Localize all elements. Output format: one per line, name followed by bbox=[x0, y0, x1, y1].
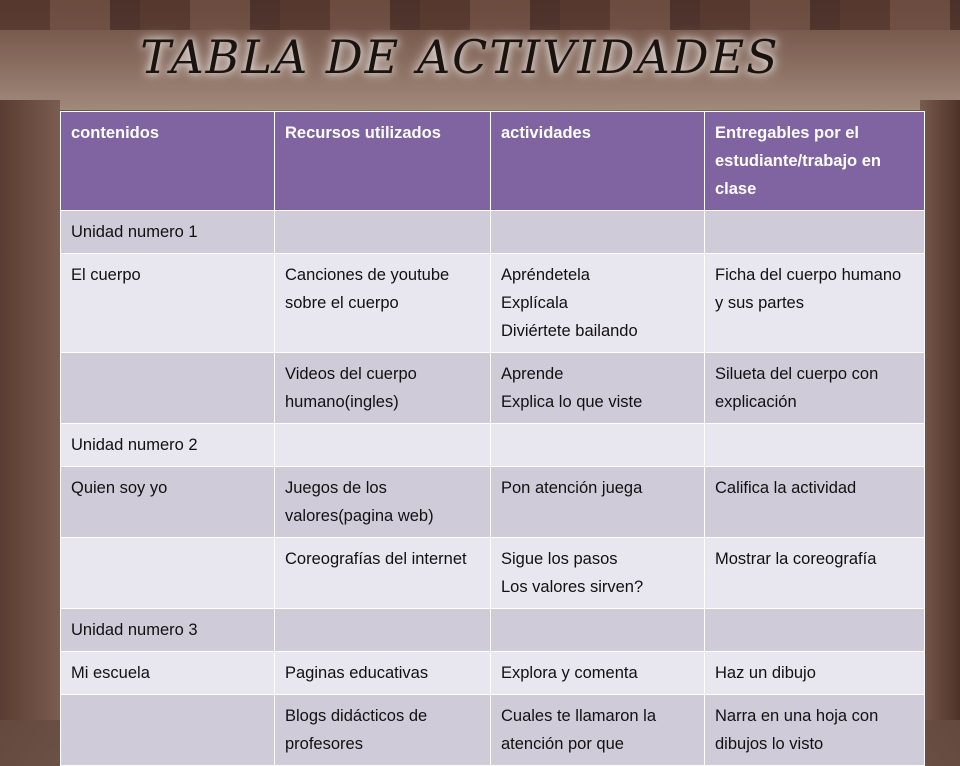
cell-text: Paginas educativas bbox=[285, 664, 429, 682]
header-actividades: actividades bbox=[491, 112, 705, 211]
cell-text: Narra en una hoja con dibujos lo visto bbox=[715, 707, 879, 753]
cell-actividades bbox=[491, 652, 705, 695]
cell-text: Mostrar la coreografía bbox=[715, 550, 877, 568]
cell-actividades bbox=[491, 424, 705, 467]
cell-actividades bbox=[491, 467, 705, 538]
background-right bbox=[920, 100, 960, 720]
cell-contenidos bbox=[61, 652, 275, 695]
header-row bbox=[61, 112, 925, 211]
cell-actividades bbox=[491, 353, 705, 424]
cell-text: Silueta del cuerpo con explicación bbox=[715, 365, 879, 411]
cell-text: Explícala bbox=[501, 294, 568, 312]
cell-text: Cuales te llamaron la atención por que bbox=[501, 707, 656, 753]
cell-entregables bbox=[705, 424, 925, 467]
cell-entregables bbox=[705, 254, 925, 353]
cell-contenidos bbox=[61, 695, 275, 766]
cell-text: Coreografías del internet bbox=[285, 550, 467, 568]
cell-text: Unidad numero 3 bbox=[71, 621, 198, 639]
cell-contenidos bbox=[61, 254, 275, 353]
cell-actividades bbox=[491, 609, 705, 652]
activities-table bbox=[60, 111, 925, 766]
header-contenidos: contenidos bbox=[61, 112, 275, 211]
table-row bbox=[61, 353, 925, 424]
cell-contenidos bbox=[61, 211, 275, 254]
cell-text: Haz un dibujo bbox=[715, 664, 816, 682]
cell-text: El cuerpo bbox=[71, 266, 141, 284]
cell-text: Canciones de youtube sobre el cuerpo bbox=[285, 266, 450, 312]
table-row bbox=[61, 254, 925, 353]
cell-text: Mi escuela bbox=[71, 664, 150, 682]
cell-recursos bbox=[275, 353, 491, 424]
cell-actividades bbox=[491, 538, 705, 609]
cell-recursos bbox=[275, 467, 491, 538]
cell-text: Aprende bbox=[501, 365, 564, 383]
cell-text: Videos del cuerpo humano(ingles) bbox=[285, 365, 417, 411]
cell-contenidos bbox=[61, 467, 275, 538]
cell-text: Los valores sirven? bbox=[501, 578, 644, 596]
cell-actividades bbox=[491, 211, 705, 254]
cell-recursos bbox=[275, 211, 491, 254]
table-row bbox=[61, 211, 925, 254]
cell-text: Diviértete bailando bbox=[501, 322, 638, 340]
cell-recursos bbox=[275, 695, 491, 766]
cell-recursos bbox=[275, 254, 491, 353]
cell-text: Quien soy yo bbox=[71, 479, 168, 497]
cell-contenidos bbox=[61, 424, 275, 467]
cell-recursos bbox=[275, 538, 491, 609]
background-left bbox=[0, 100, 60, 720]
cell-text: Unidad numero 1 bbox=[71, 223, 198, 241]
cell-text: Sigue los pasos bbox=[501, 550, 618, 568]
cell-recursos bbox=[275, 652, 491, 695]
cell-entregables bbox=[705, 467, 925, 538]
table-row bbox=[61, 695, 925, 766]
cell-text: Explora y comenta bbox=[501, 664, 638, 682]
cell-entregables bbox=[705, 538, 925, 609]
table-row bbox=[61, 652, 925, 695]
cell-text: Pon atención juega bbox=[501, 479, 643, 497]
cell-text: Apréndetela bbox=[501, 266, 590, 284]
cell-text: Juegos de los valores(pagina web) bbox=[285, 479, 434, 525]
table-row bbox=[61, 467, 925, 538]
cell-entregables bbox=[705, 609, 925, 652]
cell-actividades bbox=[491, 695, 705, 766]
header-recursos: Recursos utilizados bbox=[275, 112, 491, 211]
cell-recursos bbox=[275, 609, 491, 652]
cell-actividades bbox=[491, 254, 705, 353]
cell-entregables bbox=[705, 211, 925, 254]
table-row bbox=[61, 609, 925, 652]
cell-contenidos bbox=[61, 538, 275, 609]
cell-text: Unidad numero 2 bbox=[71, 436, 198, 454]
table-row bbox=[61, 424, 925, 467]
cell-text: Ficha del cuerpo humano y sus partes bbox=[715, 266, 902, 312]
header-entregables: Entregables por el estudiante/trabajo en clase bbox=[705, 112, 925, 211]
cell-recursos bbox=[275, 424, 491, 467]
slide-title: TABLA DE ACTIVIDADES bbox=[140, 30, 780, 84]
cell-contenidos bbox=[61, 609, 275, 652]
table-row bbox=[61, 538, 925, 609]
cell-contenidos bbox=[61, 353, 275, 424]
cell-entregables bbox=[705, 652, 925, 695]
cell-text: Blogs didácticos de profesores bbox=[285, 707, 428, 753]
cell-entregables bbox=[705, 695, 925, 766]
cell-entregables bbox=[705, 353, 925, 424]
cell-text: Califica la actividad bbox=[715, 479, 857, 497]
cell-text: Explica lo que viste bbox=[501, 393, 643, 411]
